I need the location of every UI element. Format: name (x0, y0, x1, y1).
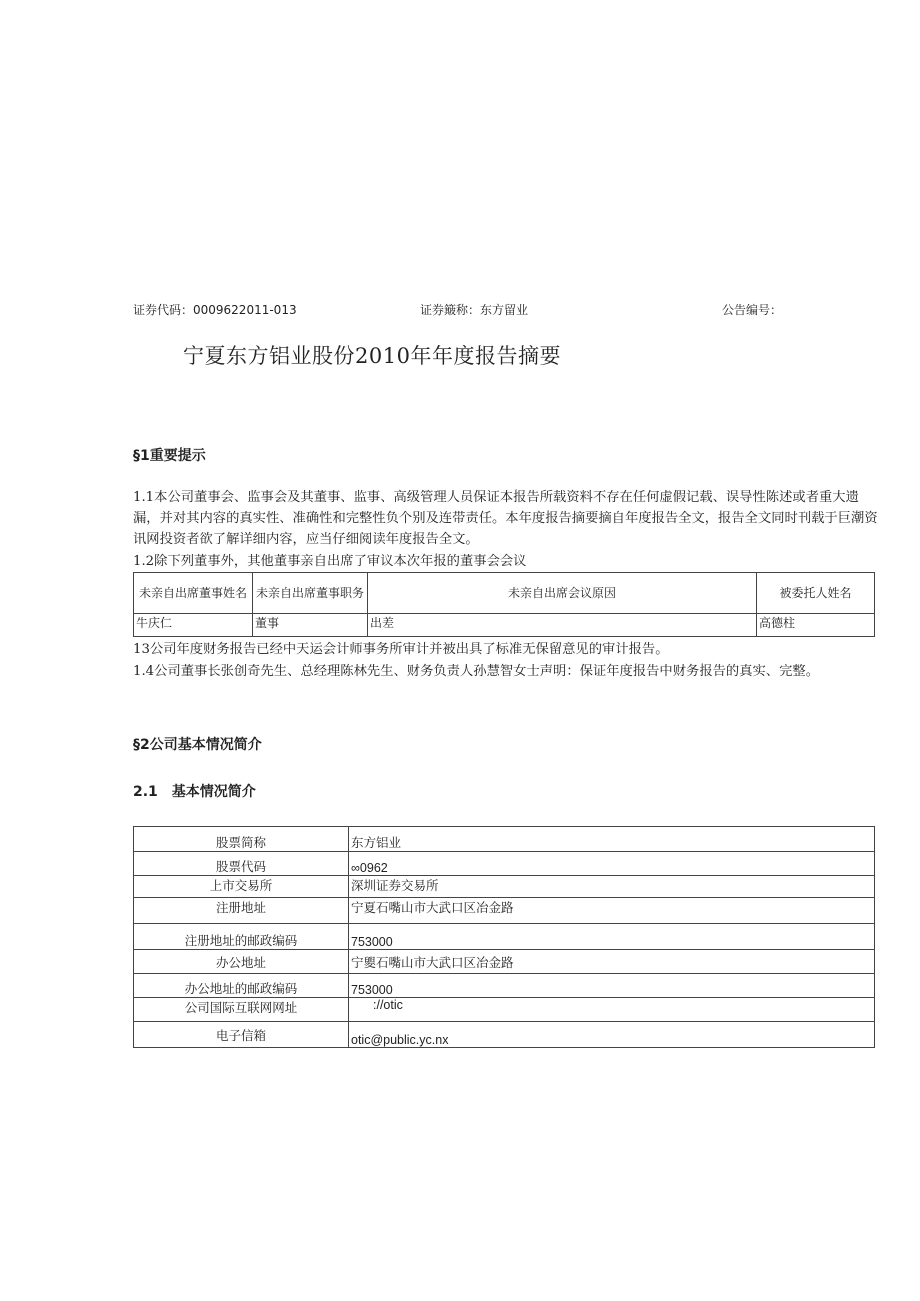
column-header: 未亲自出席董事职务 (253, 573, 368, 614)
table-row (134, 876, 875, 898)
info-value: ://otic (349, 998, 875, 1022)
info-label: 股票简称 (134, 827, 349, 852)
table-row (134, 827, 875, 852)
info-label: 办公地址 (134, 950, 349, 974)
info-label: 公司国际互联网网址 (134, 998, 349, 1022)
table-header-row (134, 573, 875, 614)
info-value: ∞0962 (349, 852, 875, 876)
absent-directors-table (133, 572, 875, 637)
paragraph-1-2: 1.2除下列董事外，其他董事亲自出席了审议本次年报的董事会会议 (133, 554, 527, 569)
info-label: 注册地址的邮政编码 (134, 924, 349, 950)
stock-abbr: 证券簸称：东方留业 (420, 303, 529, 317)
info-label: 注册地址 (134, 898, 349, 924)
table-row (134, 998, 875, 1022)
info-value: 宁夓石嘴山市大武口区冶金路 (349, 950, 875, 974)
column-header: 未亲自出席会议原因 (368, 573, 757, 614)
table-row (134, 898, 875, 924)
info-value: 东方铝业 (349, 827, 875, 852)
table-cell: 牛庆仁 (134, 614, 253, 637)
stock-code: 证券代码：0009622011-013 (133, 303, 297, 317)
table-cell: 高德柱 (757, 614, 875, 637)
table-row (134, 950, 875, 974)
table-row (134, 614, 875, 637)
basic-info-table (133, 826, 875, 1048)
table-row (134, 924, 875, 950)
paragraph-1-1: 1.1本公司董事会、监事会及其董事、监事、高级管理人员保证本报告所载资料不存在任何虚假记载、误导性陈述或者重大遗漏，并对其内容的真实性、准确性和完整性负个别及连带责任。本年度报告摘要摘自年度报告全文，报告全文同时刊载于巨潮资讯网投资者欲了解详细内容，应当仔细阅读年度报告全文。 (133, 490, 878, 547)
document-title: 宁夏东方铝业股份2010年年度报告摘要 (183, 344, 561, 368)
info-value: 宁夏石嘴山市大武口区冶金路 (349, 898, 875, 924)
info-value: otic@public.yc.nx (349, 1022, 875, 1048)
table-cell: 出差 (368, 614, 757, 637)
info-value: 753000 (349, 974, 875, 998)
info-label: 上市交易所 (134, 876, 349, 898)
section2-1-heading: 2.1 基本情况简介 (133, 784, 256, 800)
section2-heading: §2公司基本情况简介 (133, 737, 262, 753)
paragraph-1-3: 13公司年度财务报告已经中天运会计师事务所审计并被出具了标准无保留意见的审计报告。 (133, 642, 669, 657)
table-cell: 董事 (253, 614, 368, 637)
info-label: 电子信箱 (134, 1022, 349, 1048)
table-row (134, 1022, 875, 1048)
info-label: 办公地址的邮政编码 (134, 974, 349, 998)
paragraph-1-4: 1.4公司董事长张创奇先生、总经理陈林先生、财务负责人孙慧智女士声明：保证年度报告中财务报告的真实、完整。 (133, 664, 819, 679)
section1-heading: §1重要提示 (133, 448, 206, 464)
table-row (134, 974, 875, 998)
info-label: 股票代码 (134, 852, 349, 876)
column-header: 被委托人姓名 (757, 573, 875, 614)
column-header: 未亲自出席董事姓名 (134, 573, 253, 614)
table-row (134, 852, 875, 876)
info-value: 753000 (349, 924, 875, 950)
announcement-number: 公告编号： (722, 303, 783, 317)
info-value: 深圳证券交易所 (349, 876, 875, 898)
